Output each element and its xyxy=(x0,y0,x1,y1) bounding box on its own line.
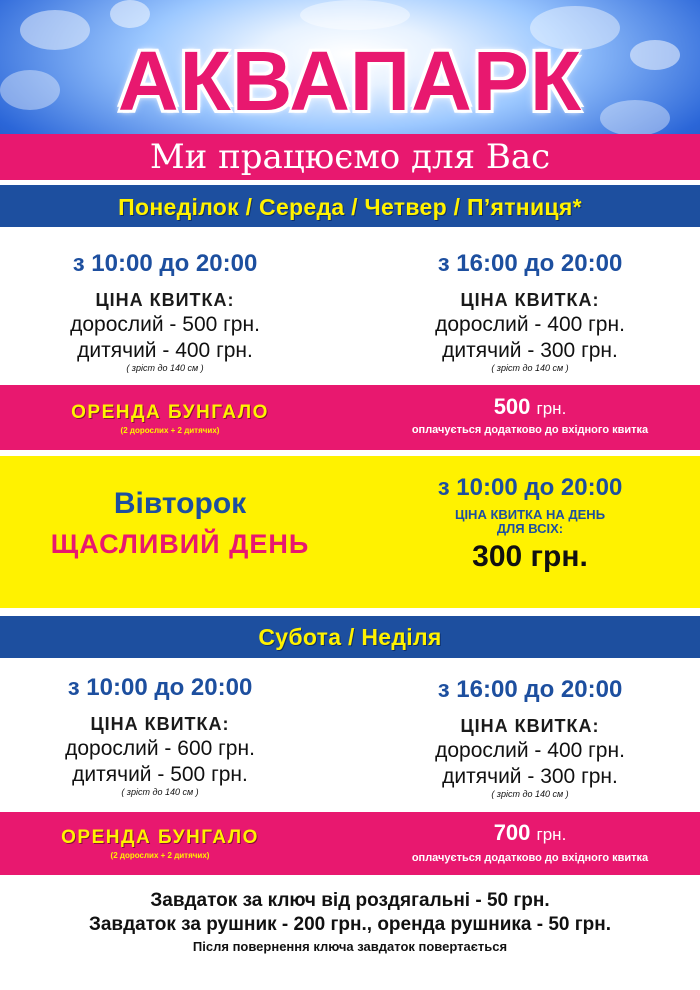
page-subtitle: Ми працюємо для Вас xyxy=(149,137,551,177)
weekend-title: Субота / Неділя xyxy=(258,624,442,650)
weekend-bungalow-label: ОРЕНДА БУНГАЛО xyxy=(61,827,259,848)
weekdays-evening-note: ( зріст до 140 см ) xyxy=(491,363,569,373)
page-title: АКВАПАРК xyxy=(117,34,583,128)
weekdays-bungalow-price-note: оплачується додатково до вхідного квитка xyxy=(411,424,649,436)
weekend-bungalow-note: (2 дорослих + 2 дитячих) xyxy=(110,851,210,860)
weekdays-evening-block xyxy=(380,250,680,373)
weekend-bungalow-block xyxy=(10,827,310,860)
weekdays-bungalow-price-block xyxy=(370,394,690,436)
weekdays-evening-child: дитячий - 300 грн. xyxy=(442,339,618,362)
weekend-morning-note: ( зріст до 140 см ) xyxy=(121,787,199,797)
weekend-morning-time: з 10:00 до 20:00 xyxy=(67,674,253,701)
footer-key-deposit: Завдаток за ключ від роздягальні - 50 грн. xyxy=(150,890,550,911)
weekend-bungalow-price-unit: грн. xyxy=(536,825,567,844)
weekdays-evening-adult: дорослий - 400 грн. xyxy=(435,313,625,336)
tuesday-price-label-line1: ЦІНА КВИТКА НА ДЕНЬ xyxy=(454,507,606,522)
weekend-evening-price-label: ЦІНА КВИТКА: xyxy=(460,716,600,736)
weekdays-bungalow-price xyxy=(370,394,690,420)
weekend-evening-note: ( зріст до 140 см ) xyxy=(491,789,569,799)
weekend-morning-adult: дорослий - 600 грн. xyxy=(65,737,255,760)
weekend-bungalow-price-value: 700 xyxy=(493,820,531,845)
weekend-morning-block xyxy=(10,674,310,797)
weekend-morning-price-label: ЦІНА КВИТКА: xyxy=(90,714,230,734)
footer-deposit-return: Після повернення ключа завдаток повертається xyxy=(192,939,508,954)
weekdays-bungalow-note: (2 дорослих + 2 дитячих) xyxy=(120,426,220,435)
weekdays-morning-block xyxy=(15,250,315,373)
weekdays-evening-price-label: ЦІНА КВИТКА: xyxy=(460,290,600,310)
weekdays-bungalow-label: ОРЕНДА БУНГАЛО xyxy=(71,402,269,423)
weekend-bungalow-price-note: оплачується додатково до вхідного квитка xyxy=(411,852,649,864)
weekdays-bungalow-block xyxy=(20,402,320,435)
tuesday-price-label-line2: ДЛЯ ВСІХ: xyxy=(496,521,564,536)
tuesday-left-block xyxy=(20,487,340,560)
weekend-evening-adult: дорослий - 400 грн. xyxy=(435,739,625,762)
weekdays-bungalow-price-value: 500 xyxy=(493,394,531,419)
weekdays-morning-adult: дорослий - 500 грн. xyxy=(70,313,260,336)
footer-towel-deposit: Завдаток за рушник - 200 грн., оренда рушника - 50 грн. xyxy=(88,914,612,935)
weekdays-morning-price-label: ЦІНА КВИТКА: xyxy=(95,290,235,310)
weekend-evening-block xyxy=(380,676,680,799)
weekdays-title: Понеділок / Середа / Четвер / П’ятниця* xyxy=(118,194,582,220)
weekdays-evening-time: з 16:00 до 20:00 xyxy=(437,250,623,277)
tuesday-time: з 10:00 до 20:00 xyxy=(437,474,623,501)
weekdays-bungalow-price-unit: грн. xyxy=(536,399,567,418)
weekdays-morning-time: з 10:00 до 20:00 xyxy=(72,250,258,277)
footer xyxy=(0,890,700,954)
weekend-morning-child: дитячий - 500 грн. xyxy=(72,763,248,786)
weekdays-morning-note: ( зріст до 140 см ) xyxy=(126,363,204,373)
tuesday-happy-day: ЩАСЛИВИЙ ДЕНЬ xyxy=(50,529,310,559)
tuesday-price: 300 грн. xyxy=(472,540,588,573)
weekdays-morning-child: дитячий - 400 грн. xyxy=(77,339,253,362)
weekend-bungalow-price xyxy=(370,820,690,846)
weekend-evening-time: з 16:00 до 20:00 xyxy=(437,676,623,703)
weekend-bungalow-price-block xyxy=(370,820,690,864)
tuesday-day: Вівторок xyxy=(113,487,247,520)
tuesday-right-block xyxy=(380,474,680,574)
weekend-evening-child: дитячий - 300 грн. xyxy=(442,765,618,788)
